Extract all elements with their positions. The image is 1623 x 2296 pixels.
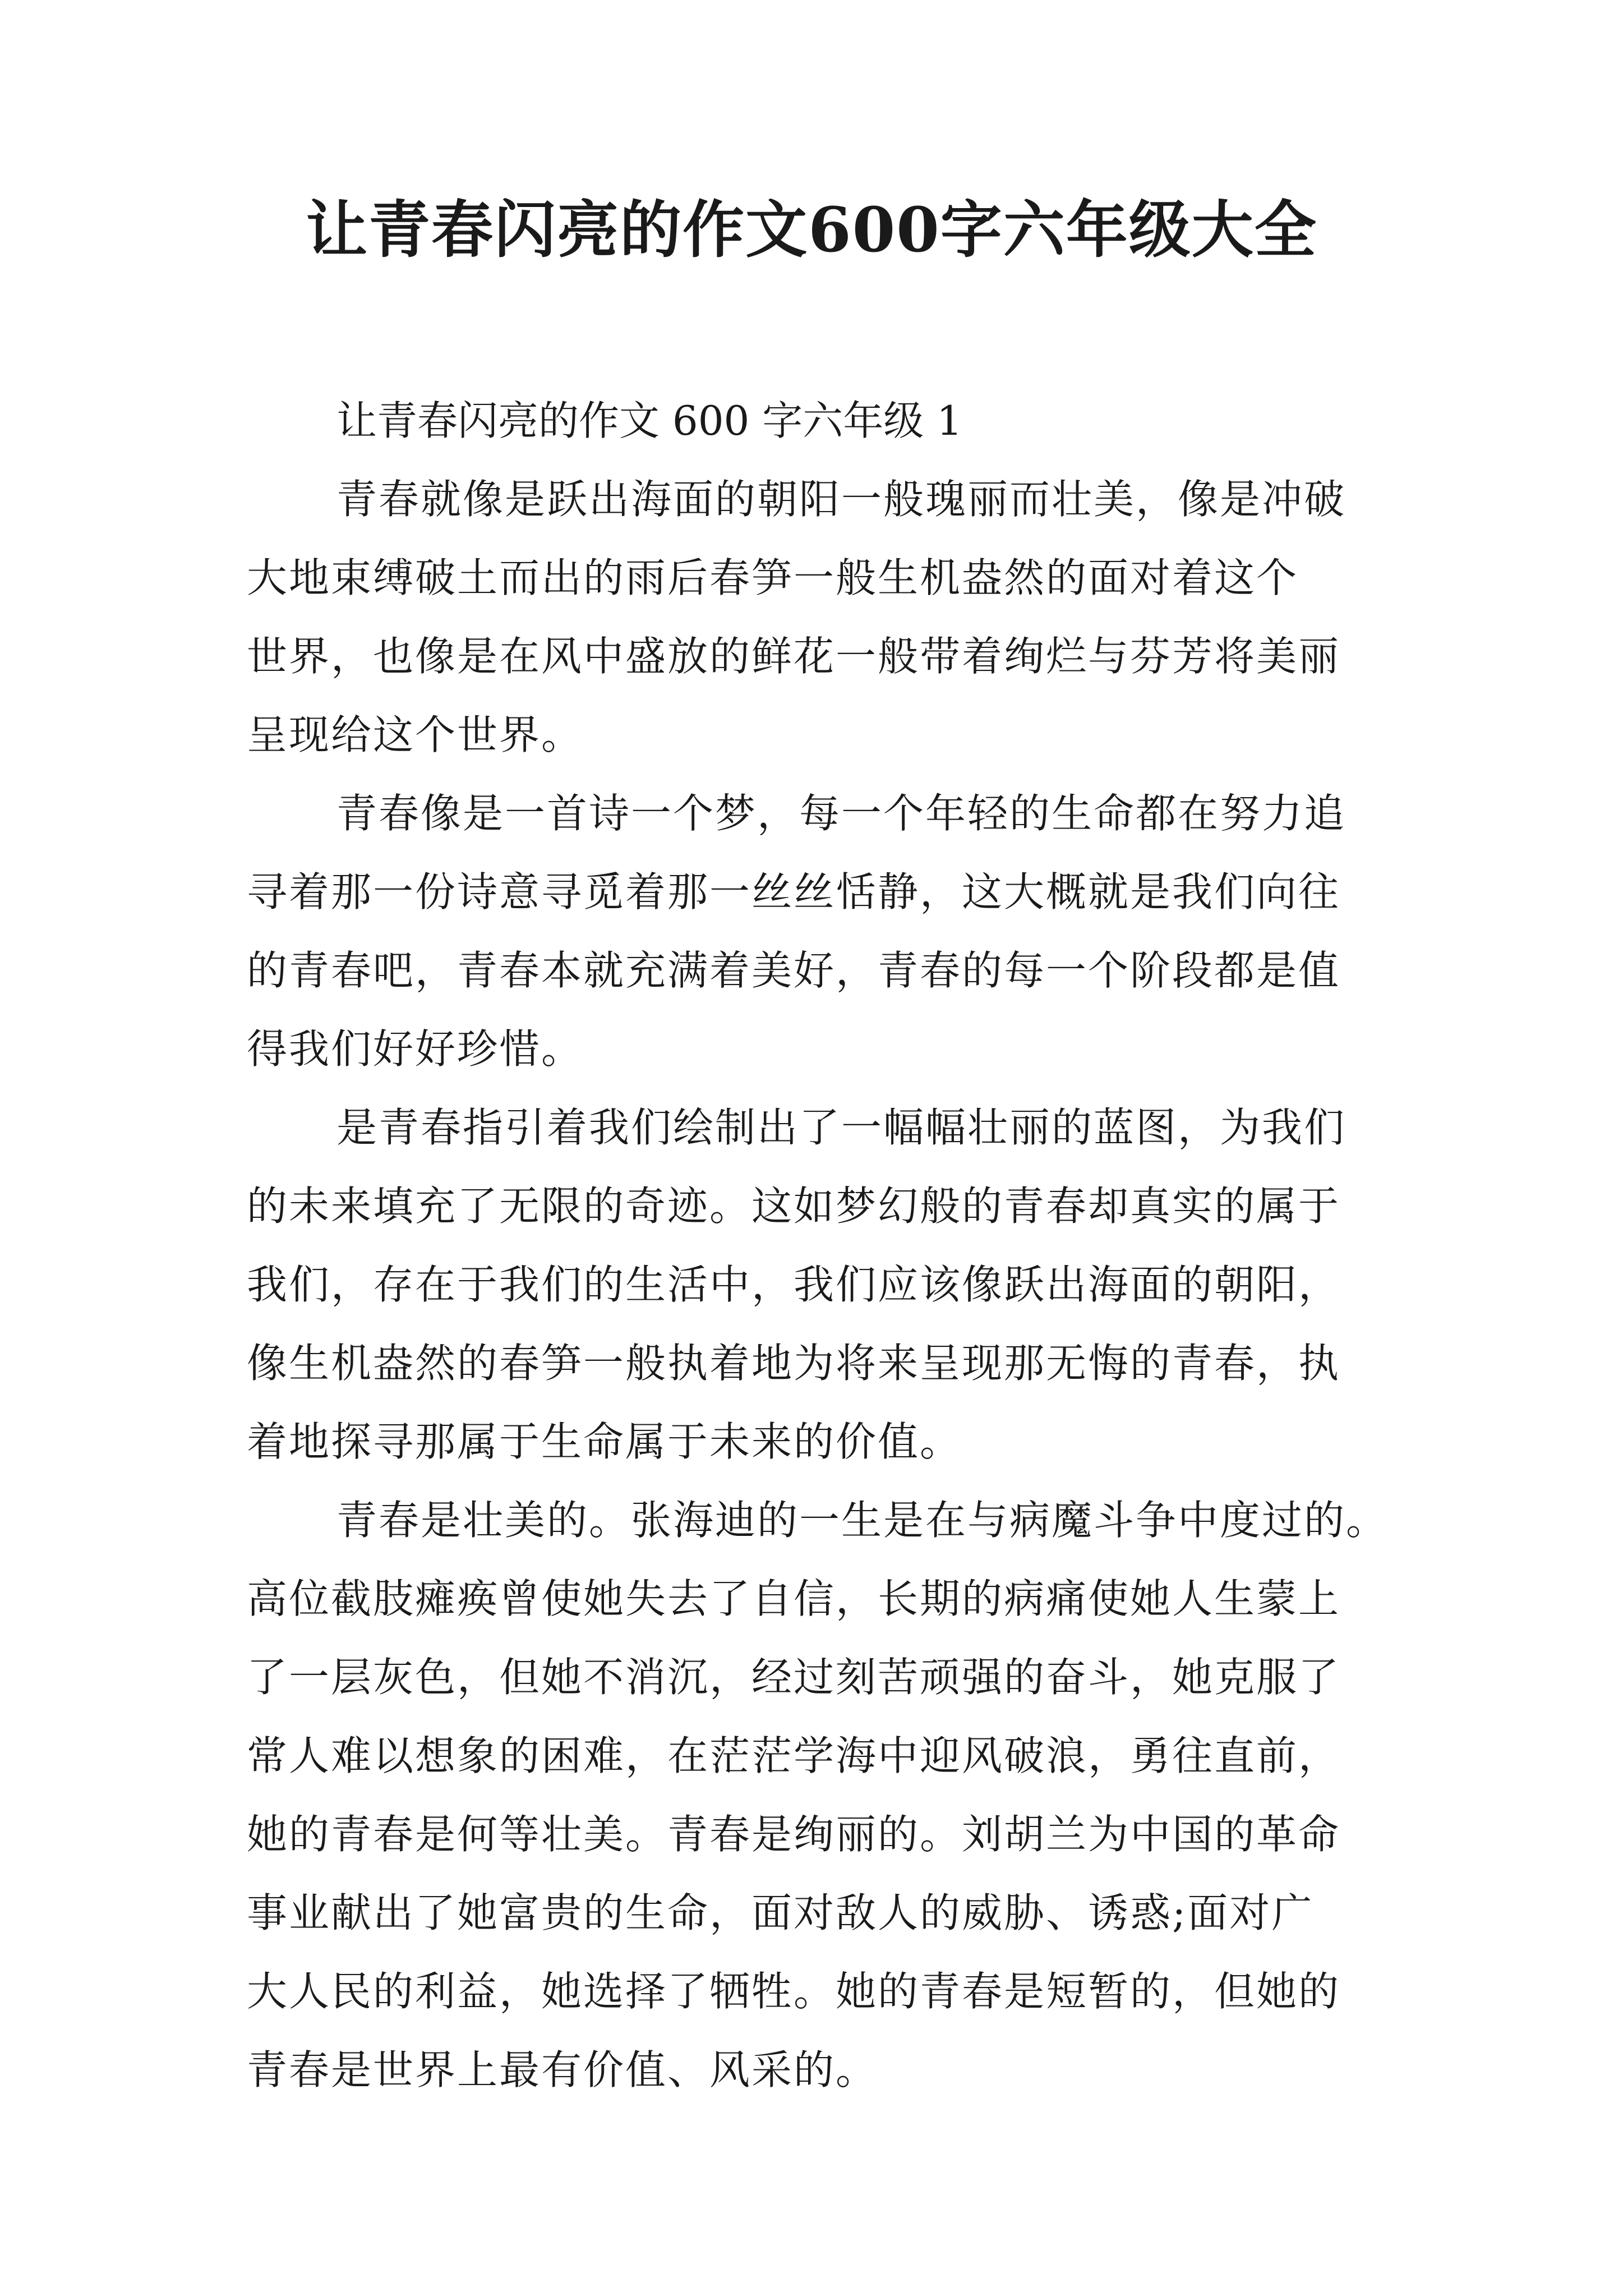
paragraph [247,1481,1391,2109]
paragraph-line: 世界，也像是在风中盛放的鲜花一般带着绚烂与芬芳将美丽 [247,633,1341,680]
paragraph [247,1088,1391,1481]
paragraph-line: 大地束缚破土而出的雨后春笋一般生机盎然的面对着这个 [247,554,1299,601]
paragraph-line: 了一层灰色，但她不消沉，经过刻苦顽强的奋斗，她克服了 [247,1654,1341,1701]
paragraph-line: 青春是壮美的。张海迪的一生是在与病魔斗争中度过的。 [336,1497,1389,1544]
document-title: 让青春闪亮的作文600字六年级大全 [306,194,1317,266]
paragraph-line: 事业献出了她富贵的生命，面对敌人的威胁、诱惑;面对广 [247,1889,1314,1936]
paragraph-line: 青春是世界上最有价值、风采的。 [247,2046,878,2093]
paragraph-line: 呈现给这个世界。 [247,711,584,758]
paragraph-line: 是青春指引着我们绘制出了一幅幅壮丽的蓝图，为我们 [336,1104,1347,1151]
paragraph-line: 常人难以想象的困难，在茫茫学海中迎风破浪，勇往直前， [247,1732,1341,1779]
paragraph-line: 大人民的利益，她选择了牺牲。她的青春是短暂的，但她的 [247,1968,1341,2015]
essay-subtitle: 让青春闪亮的作文 600 字六年级 1 [336,397,962,444]
paragraph-line: 青春像是一首诗一个梦，每一个年轻的生命都在努力追 [336,790,1347,837]
paragraph-line: 高位截肢瘫痪曾使她失去了自信，长期的病痛使她人生蒙上 [247,1575,1341,1622]
paragraph-line: 寻着那一份诗意寻觅着那一丝丝恬静，这大概就是我们向往 [247,868,1341,915]
paragraph-line: 像生机盎然的春笋一般执着地为将来呈现那无悔的青春，执 [247,1340,1341,1387]
paragraph-line: 得我们好好珍惜。 [247,1025,584,1073]
paragraph-line: 着地探寻那属于生命属于未来的价值。 [247,1418,962,1465]
paragraph-line: 的青春吧，青春本就充满着美好，青春的每一个阶段都是值 [247,947,1341,994]
paragraph-line: 的未来填充了无限的奇迹。这如梦幻般的青春却真实的属于 [247,1182,1341,1230]
paragraph [247,460,1391,774]
paragraph-line: 青春就像是跃出海面的朝阳一般瑰丽而壮美，像是冲破 [336,476,1347,523]
document-body [247,381,1391,2109]
paragraph-line: 我们，存在于我们的生活中，我们应该像跃出海面的朝阳， [247,1261,1341,1308]
paragraph-line: 她的青春是何等壮美。青春是绚丽的。刘胡兰为中国的革命 [247,1811,1341,1858]
paragraph [247,774,1391,1088]
